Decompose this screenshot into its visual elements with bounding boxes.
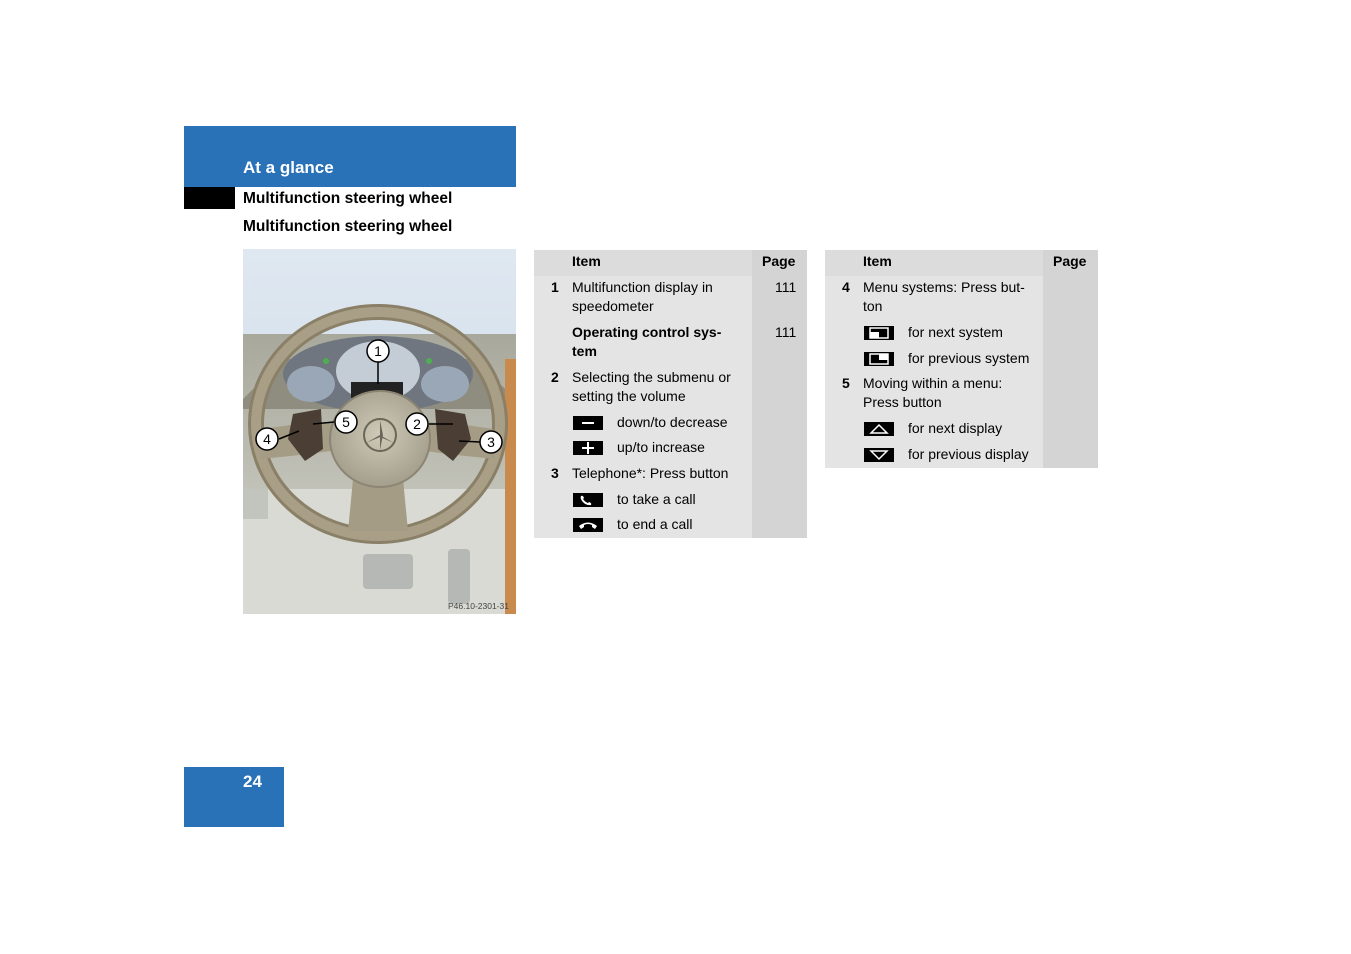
- figure-callouts: [243, 249, 516, 614]
- callout-5: [335, 411, 357, 433]
- page-ref: 111: [775, 324, 797, 340]
- row-number: 5: [842, 375, 850, 391]
- callout-4: [256, 428, 278, 450]
- phone-end-icon: [573, 518, 603, 532]
- row-text: speedometer: [572, 298, 654, 314]
- subheading-primary: Multifunction steering wheel: [243, 190, 453, 207]
- next-system-icon: [864, 326, 894, 340]
- subheading-secondary: Multifunction steering wheel: [243, 218, 453, 235]
- row-text: Selecting the submenu or: [572, 369, 731, 385]
- svg-text:1: 1: [374, 343, 382, 359]
- page-number-box: [184, 767, 284, 827]
- row-text: ton: [863, 298, 883, 314]
- callout-2: [406, 413, 428, 435]
- row-text: Operating control sys-: [572, 324, 722, 340]
- row-text: Menu systems: Press but-: [863, 279, 1025, 295]
- svg-text:2: 2: [413, 416, 421, 432]
- figure-code: P46.10-2301-31: [448, 601, 509, 611]
- plus-icon: [573, 441, 603, 455]
- table-right: [825, 250, 1098, 468]
- svg-text:4: 4: [263, 431, 271, 447]
- callout-1: [367, 340, 389, 362]
- row-number: 4: [842, 279, 850, 295]
- phone-accept-icon: [573, 493, 603, 507]
- previous-system-icon: [864, 352, 894, 366]
- row-text: for next display: [908, 420, 1003, 436]
- col-item-header: Item: [572, 253, 601, 269]
- page-number: 24: [243, 772, 262, 791]
- row-number: 3: [551, 465, 559, 481]
- table-left: [534, 250, 807, 538]
- row-text: for previous display: [908, 446, 1029, 462]
- col-page-header: Page: [762, 253, 796, 269]
- col-page-header: Page: [1053, 253, 1087, 269]
- row-text: to take a call: [617, 491, 696, 507]
- row-text: Press button: [863, 394, 942, 410]
- row-text: tem: [572, 343, 597, 359]
- minus-icon: [573, 416, 603, 430]
- svg-text:3: 3: [487, 434, 495, 450]
- svg-text:5: 5: [342, 414, 350, 430]
- section-marker: [184, 187, 235, 209]
- row-number: 2: [551, 369, 559, 385]
- section-header-bar: [184, 126, 516, 187]
- row-text: setting the volume: [572, 388, 686, 404]
- row-text: to end a call: [617, 516, 693, 532]
- callout-3: [480, 431, 502, 453]
- row-text: Moving within a menu:: [863, 375, 1003, 391]
- row-text: Telephone*: Press button: [572, 465, 729, 481]
- row-text: up/to increase: [617, 439, 705, 455]
- row-text: down/to decrease: [617, 414, 728, 430]
- col-item-header: Item: [863, 253, 892, 269]
- page-ref: 111: [775, 279, 797, 295]
- section-title: At a glance: [243, 158, 334, 177]
- arrow-up-icon: [864, 422, 894, 436]
- row-text: for previous system: [908, 350, 1030, 366]
- row-text: for next system: [908, 324, 1003, 340]
- row-text: Multifunction display in: [572, 279, 713, 295]
- row-number: 1: [551, 279, 559, 295]
- arrow-down-icon: [864, 448, 894, 462]
